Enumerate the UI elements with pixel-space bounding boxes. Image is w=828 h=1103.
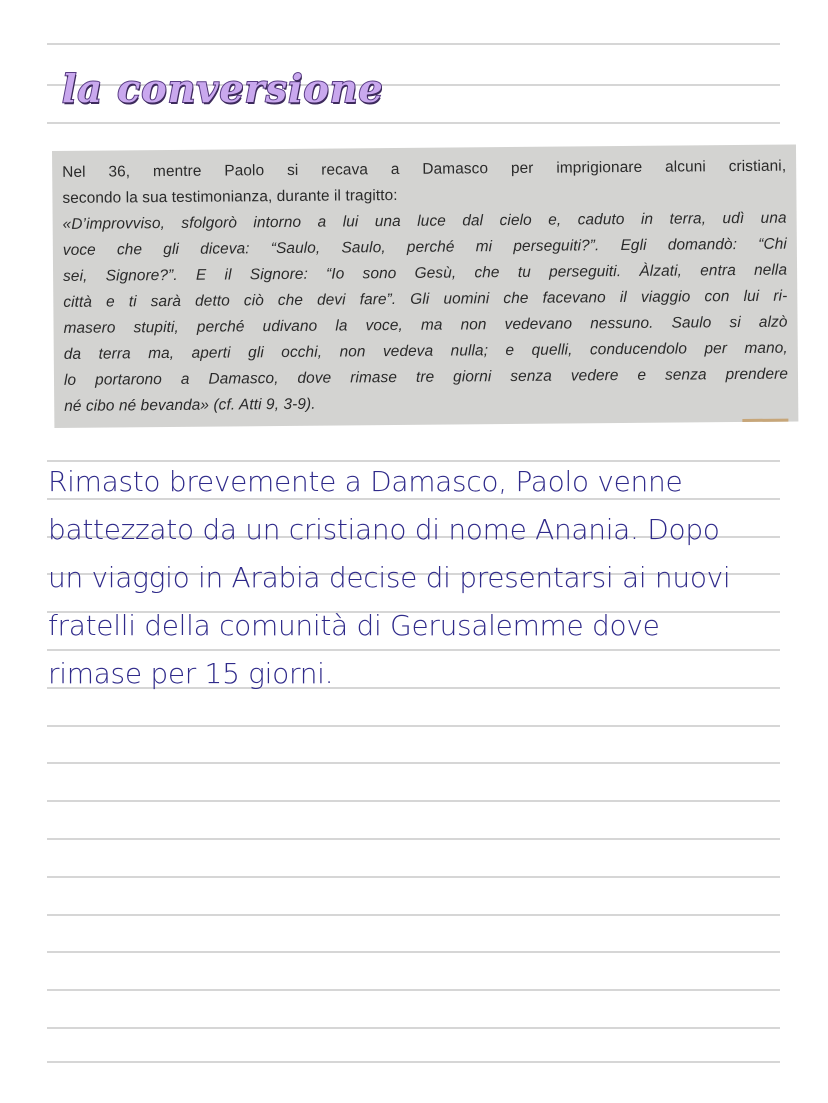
excerpt-line: sei, Signore?”. E il Signore: “Io sono Gesù, che tu perseguiti. Àlzati, entra nella xyxy=(63,261,788,285)
note-line: battezzato da un cristiano di nome Anania. Dopo xyxy=(48,513,720,546)
ruled-line xyxy=(47,725,780,727)
ruled-line xyxy=(47,1061,780,1063)
excerpt-line: secondo la sua testimonianza, durante il tragitto: xyxy=(62,186,398,207)
excerpt-line: da terra ma, aperti gli occhi, non vedeva nulla; e quelli, conducendolo per mano, xyxy=(63,339,788,363)
excerpt-line: lo portarono a Damasco, dove rimase tre giorni senza vedere e senza prendere xyxy=(63,365,789,389)
page-title: la conversione xyxy=(62,66,384,111)
note-line: Rimasto brevemente a Damasco, Paolo venne xyxy=(48,465,683,498)
excerpt-line: né cibo né bevanda» (cf. Atti 9, 3-9). xyxy=(64,395,316,415)
excerpt-line: città e ti sarà detto ciò che devi fare”. Gli uomini che facevano il viaggio con lui ri- xyxy=(63,287,788,311)
note-line: rimase per 15 giorni. xyxy=(48,657,334,690)
ruled-line xyxy=(47,951,780,953)
ruled-line xyxy=(47,989,780,991)
ruled-line xyxy=(47,800,780,802)
ruled-line xyxy=(47,762,780,764)
ruled-line xyxy=(47,122,780,124)
note-line: un viaggio in Arabia decise di presentarsi ai nuovi xyxy=(48,561,731,594)
excerpt-line: masero stupiti, perché udivano la voce, ma non vedevano nessuno. Saulo si alzò xyxy=(63,313,788,337)
excerpt-line: Nel 36, mentre Paolo si recava a Damasco per imprigionare alcuni cristiani, xyxy=(62,157,787,181)
note-line: fratelli della comunità di Gerusalemme dove xyxy=(48,609,660,642)
excerpt-line: «D’improvviso, sfolgorò intorno a lui una luce dal cielo e, caduto in terra, udì una xyxy=(62,209,787,233)
textbook-excerpt xyxy=(52,145,798,428)
ruled-line xyxy=(47,1027,780,1029)
ruled-line xyxy=(47,914,780,916)
tape-strip xyxy=(742,419,788,422)
ruled-line xyxy=(47,876,780,878)
ruled-line xyxy=(47,838,780,840)
excerpt-line: voce che gli diceva: “Saulo, Saulo, perché mi perseguiti?”. Egli domandò: “Chi xyxy=(62,235,787,259)
ruled-line xyxy=(47,43,780,45)
handwritten-notes xyxy=(48,458,783,698)
